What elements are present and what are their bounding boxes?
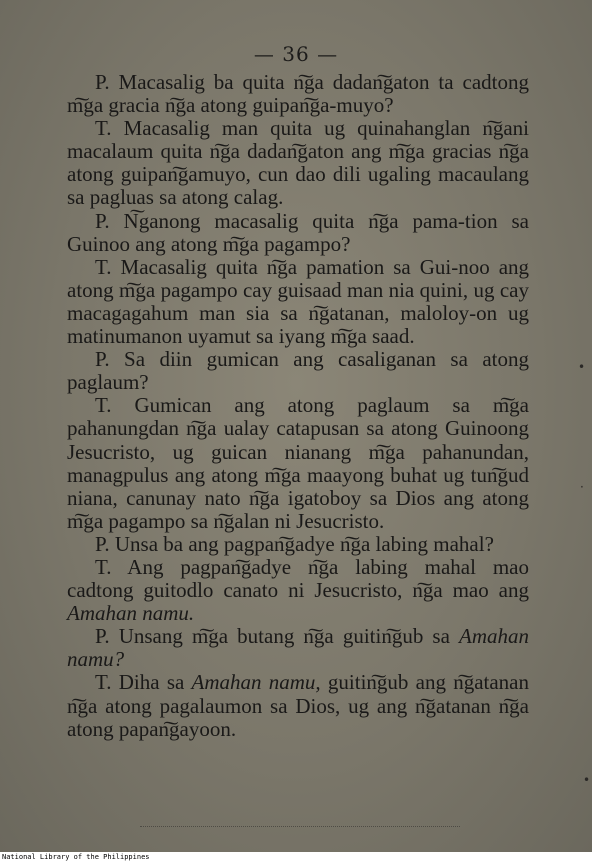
library-credit: National Library of the Philippines xyxy=(2,853,150,861)
paragraph-text: Macasalig man quita ug quinahanglan n͠gani macalaum quita n͠ga dadan͠gaton ang m͠ga gracias n͠ga atong guipan͠gamuyo, cun dao dili ugaling macaulang sa pagluas sa atong calag. xyxy=(67,116,530,210)
ink-speck: · xyxy=(580,480,584,494)
speaker-label: P. xyxy=(95,347,110,372)
speaker-label: P. xyxy=(95,70,110,94)
paragraph-text: N͠ganong macasalig quita n͠ga pama-tion sa Guinoo ang atong m͠ga pagampo? xyxy=(67,208,530,256)
paragraph-question xyxy=(67,533,529,556)
speaker-label: T. xyxy=(95,254,112,279)
speaker-label: T. xyxy=(95,554,112,579)
page-bottom-marks xyxy=(140,826,460,831)
ink-speck: • xyxy=(583,773,591,787)
paragraph-text: Diha sa xyxy=(118,670,192,695)
paragraph-answer xyxy=(67,394,529,533)
paragraph-answer xyxy=(67,117,529,209)
paragraph-answer xyxy=(67,556,529,625)
paragraph-question xyxy=(67,71,529,117)
prayer-title: Amahan namu? xyxy=(67,624,529,672)
speaker-label: P. xyxy=(95,531,110,556)
paragraph-text: Sa diin gumican ang casaliganan sa atong paglaum? xyxy=(67,347,529,395)
prayer-title: Amahan namu. xyxy=(67,601,195,626)
page-number: — 36 — xyxy=(253,42,339,66)
paragraph-question xyxy=(67,348,529,394)
ink-speck: • xyxy=(578,360,586,374)
paragraph-question xyxy=(67,210,529,256)
speaker-label: P. xyxy=(95,208,110,233)
speaker-label: P. xyxy=(95,624,110,649)
speaker-label: T. xyxy=(95,116,112,141)
speaker-label: T. xyxy=(95,393,112,418)
paragraph-text: Unsa ba ang pagpan͠gadye n͠ga labing mahal? xyxy=(114,531,494,556)
paragraph-answer xyxy=(67,256,529,348)
paragraph-text: Macasalig quita n͠ga pamation sa Gui-noo ang atong m͠ga pagampo cay guisaad man nia quini, ug cay macagagahum man sia sa n͠gatanan, maloloy-on ug matinumanon uyamut sa iyang m͠ga saad. xyxy=(67,254,530,349)
catechism-text xyxy=(67,71,529,741)
paragraph-text: Unsang m͠ga butang n͠ga guitin͠gub sa xyxy=(118,624,459,649)
paragraph-text: Gumican ang atong paglaum sa m͠ga pahanungdan n͠ga ualay catapusan sa atong Guinoong Jesucristo, ug guican nianang m͠ga pahanundan, managpulus ang atong m͠ga maayong buhat ug tun͠gud niana, canunay nato n͠ga igatoboy sa Dios ang atong m͠ga pagampo sa n͠galan ni Jesucristo. xyxy=(67,393,530,533)
paragraph-text: Macasalig ba quita n͠ga dadan͠gaton ta cadtong m͠ga gracia n͠ga atong guipan͠ga-muyo? xyxy=(67,70,530,118)
paragraph-question xyxy=(67,625,529,671)
paragraph-answer xyxy=(67,671,529,740)
paragraph-text: Ang pagpan͠gadye n͠ga labing mahal mao cadtong guitodlo canato ni Jesucristo, n͠ga mao ang xyxy=(67,554,529,603)
speaker-label: T. xyxy=(95,670,112,695)
paragraph-text: guitin͠gub ang n͠gatanan n͠ga atong pagalaumon sa Dios, ug ang n͠gatanan n͠ga atong papan͠gayoon. xyxy=(67,670,529,741)
prayer-title: Amahan namu, xyxy=(191,670,321,695)
